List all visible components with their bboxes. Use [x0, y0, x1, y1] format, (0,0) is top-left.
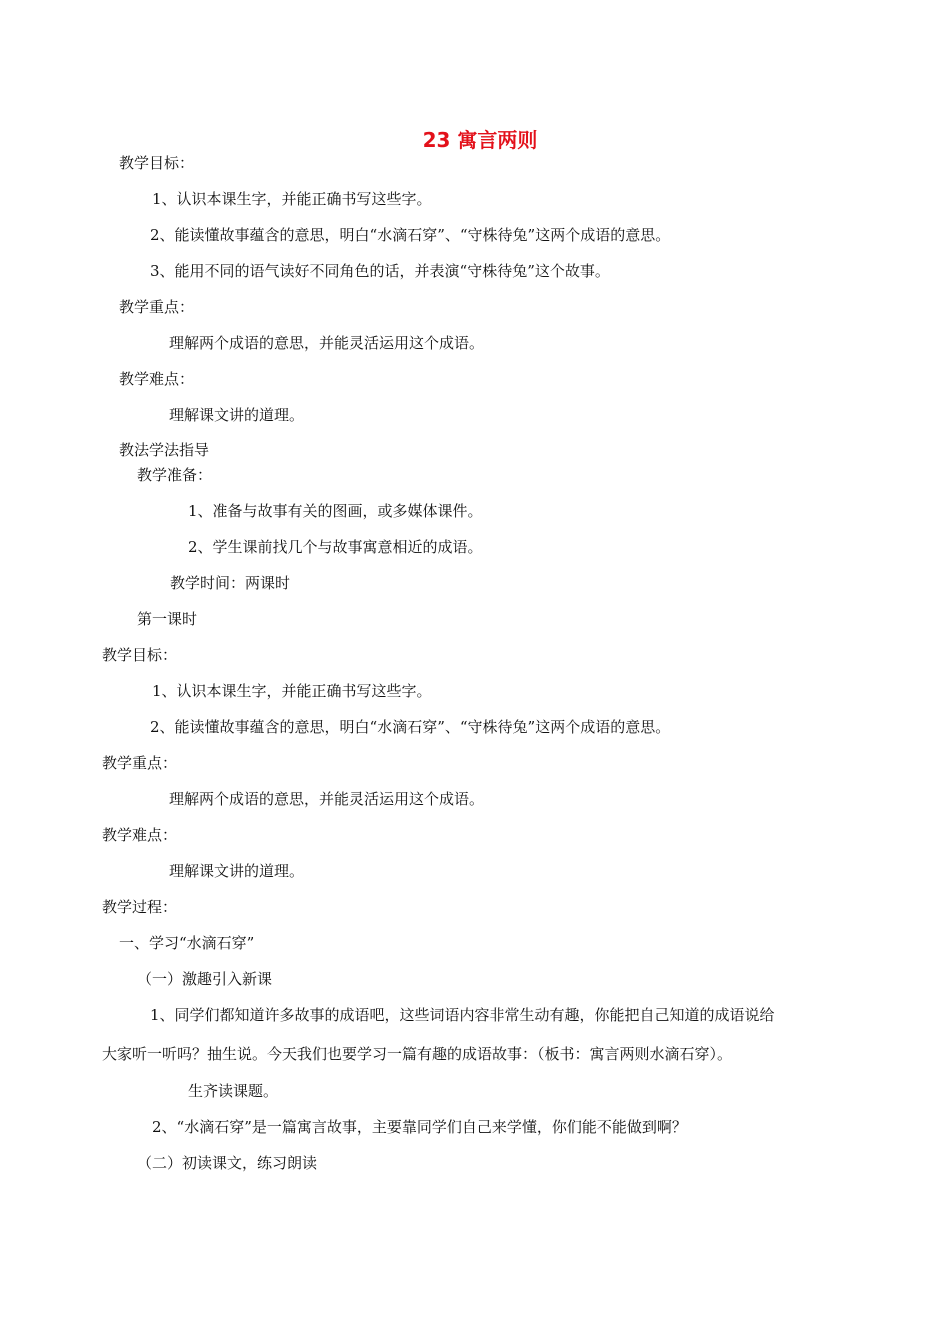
goal-item-2: 2、能读懂故事蕴含的意思，明白“水滴石穿”、“守株待兔”这两个成语的意思。: [150, 226, 671, 244]
paragraph-1-line-1: 1、同学们都知道许多故事的成语吧，这些词语内容非常生动有趣，你能把自己知道的成语说给: [150, 1006, 775, 1024]
lesson-one-heading: 第一课时: [137, 610, 198, 628]
heading-methods: 教法学法指导: [119, 441, 210, 459]
section-one-heading: 一、学习“水滴石穿”: [119, 934, 255, 952]
difficulty-text: 理解课文讲的道理。: [169, 406, 305, 424]
goal-item-3: 3、能用不同的语气读好不同角色的话，并表演“守株待兔”这个故事。: [150, 262, 610, 280]
heading-key-points: 教学重点：: [119, 298, 195, 316]
paragraph-2: 2、“水滴石穿”是一篇寓言故事，主要靠同学们自己来学懂，你们能不能做到啊？: [152, 1118, 687, 1136]
preparation-item-1: 1、准备与故事有关的图画，或多媒体课件。: [188, 502, 483, 520]
class-reads-title: 生齐读课题。: [188, 1082, 279, 1100]
heading-teaching-goals-lesson-one: 教学目标：: [102, 646, 178, 664]
heading-teaching-goals: 教学目标：: [119, 154, 195, 172]
lesson-key-point-text: 理解两个成语的意思，并能灵活运用这个成语。: [169, 790, 485, 808]
document-title: 23 寓言两则: [422, 128, 538, 152]
subsection-one-heading: （一）激趣引入新课: [137, 970, 273, 988]
heading-teaching-process: 教学过程：: [102, 898, 178, 916]
goal-item-1: 1、认识本课生字，并能正确书写这些字。: [152, 190, 432, 208]
lesson-difficulty-text: 理解课文讲的道理。: [169, 862, 305, 880]
heading-difficulties: 教学难点：: [119, 370, 195, 388]
key-point-text: 理解两个成语的意思，并能灵活运用这个成语。: [169, 334, 485, 352]
lesson-goal-item-2: 2、能读懂故事蕴含的意思，明白“水滴石穿”、“守株待兔”这两个成语的意思。: [150, 718, 671, 736]
paragraph-1-line-2: 大家听一听吗？抽生说。今天我们也要学习一篇有趣的成语故事：（板书：寓言两则水滴石穿）。: [102, 1045, 733, 1063]
lesson-goal-item-1: 1、认识本课生字，并能正确书写这些字。: [152, 682, 432, 700]
heading-difficulties-lesson-one: 教学难点：: [102, 826, 178, 844]
heading-key-points-lesson-one: 教学重点：: [102, 754, 178, 772]
heading-preparation: 教学准备：: [137, 466, 213, 484]
teaching-time: 教学时间：两课时: [170, 574, 291, 592]
subsection-two-heading: （二）初读课文，练习朗读: [137, 1154, 318, 1172]
preparation-item-2: 2、学生课前找几个与故事寓意相近的成语。: [188, 538, 483, 556]
